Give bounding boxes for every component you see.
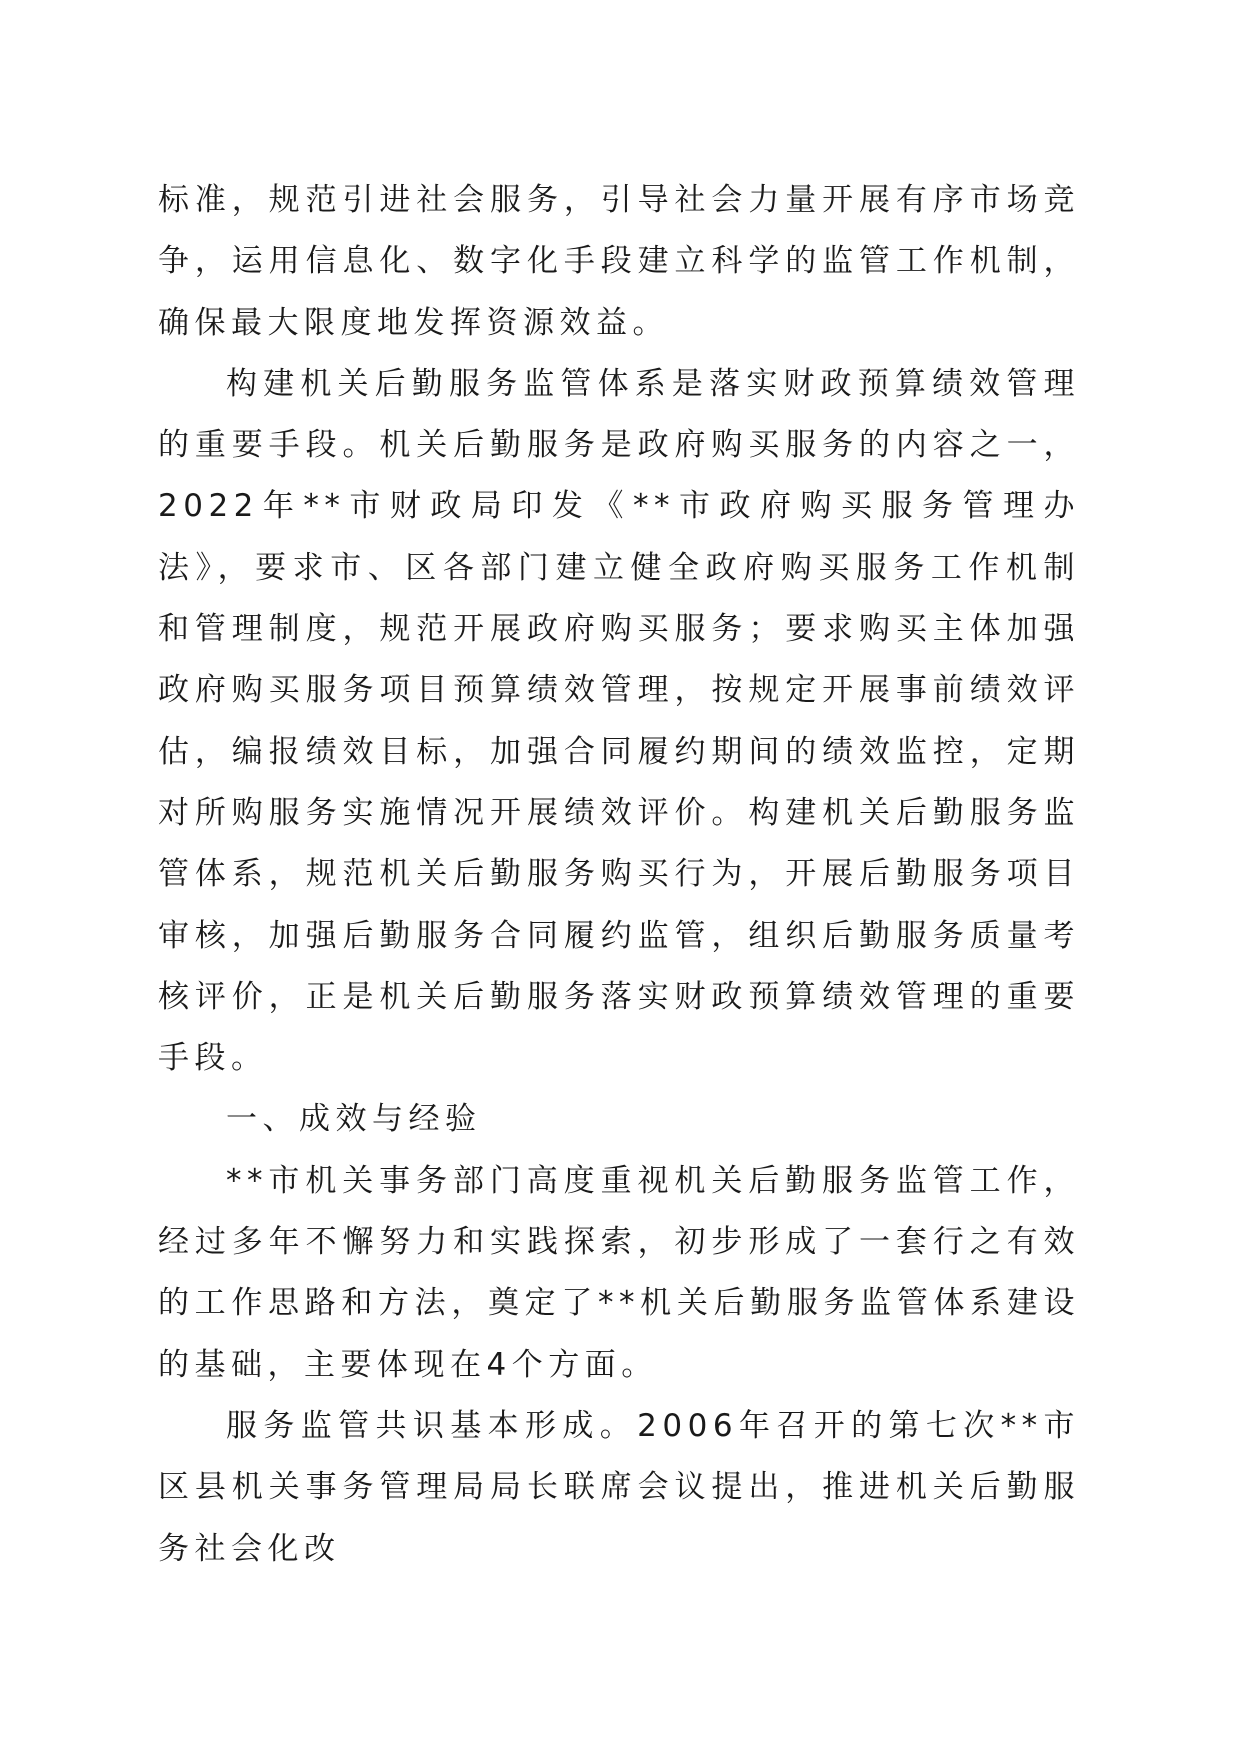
paragraph-continuation: 标准，规范引进社会服务，引导社会力量开展有序市场竞争，运用信息化、数字化手段建立科学的监管工作机制，确保最大限度地发挥资源效益。 — [158, 182, 1080, 341]
paragraph-supervision-system: 构建机关后勤服务监管体系是落实财政预算绩效管理的重要手段。机关后勤服务是政府购买服务的内容之一，2022年**市财政局印发《**市政府购买服务管理办法》，要求市、区各部门建立健全政府购买服务工作机制和管理制度，规范开展政府购买服务；要求购买主体加强政府购买服务项目预算绩效管理，按规定开展事前绩效评估，编报绩效目标，加强合同履约期间的绩效监控，定期对所购服务实施情况开展绩效评价。构建机关后勤服务监管体系，规范机关后勤服务购买行为，开展后勤服务项目审核，加强后勤服务合同履约监管，组织后勤服务质量考核评价，正是机关后勤服务落实财政预算绩效管理的重要手段。 — [158, 365, 1080, 1077]
section-heading: 一、成效与经验 — [226, 1101, 482, 1138]
paragraph-consensus: 服务监管共识基本形成。2006年召开的第七次**市区县机关事务管理局局长联席会议提出，推进机关后勤服务社会化改 — [158, 1407, 1080, 1567]
paragraph-achievements: **市机关事务部门高度重视机关后勤服务监管工作，经过多年不懈努力和实践探索，初步形成了一套行之有效的工作思路和方法，奠定了**机关后勤服务监管体系建设的基础，主要体现在4个方面。 — [158, 1162, 1080, 1383]
document-body — [158, 170, 1080, 1580]
